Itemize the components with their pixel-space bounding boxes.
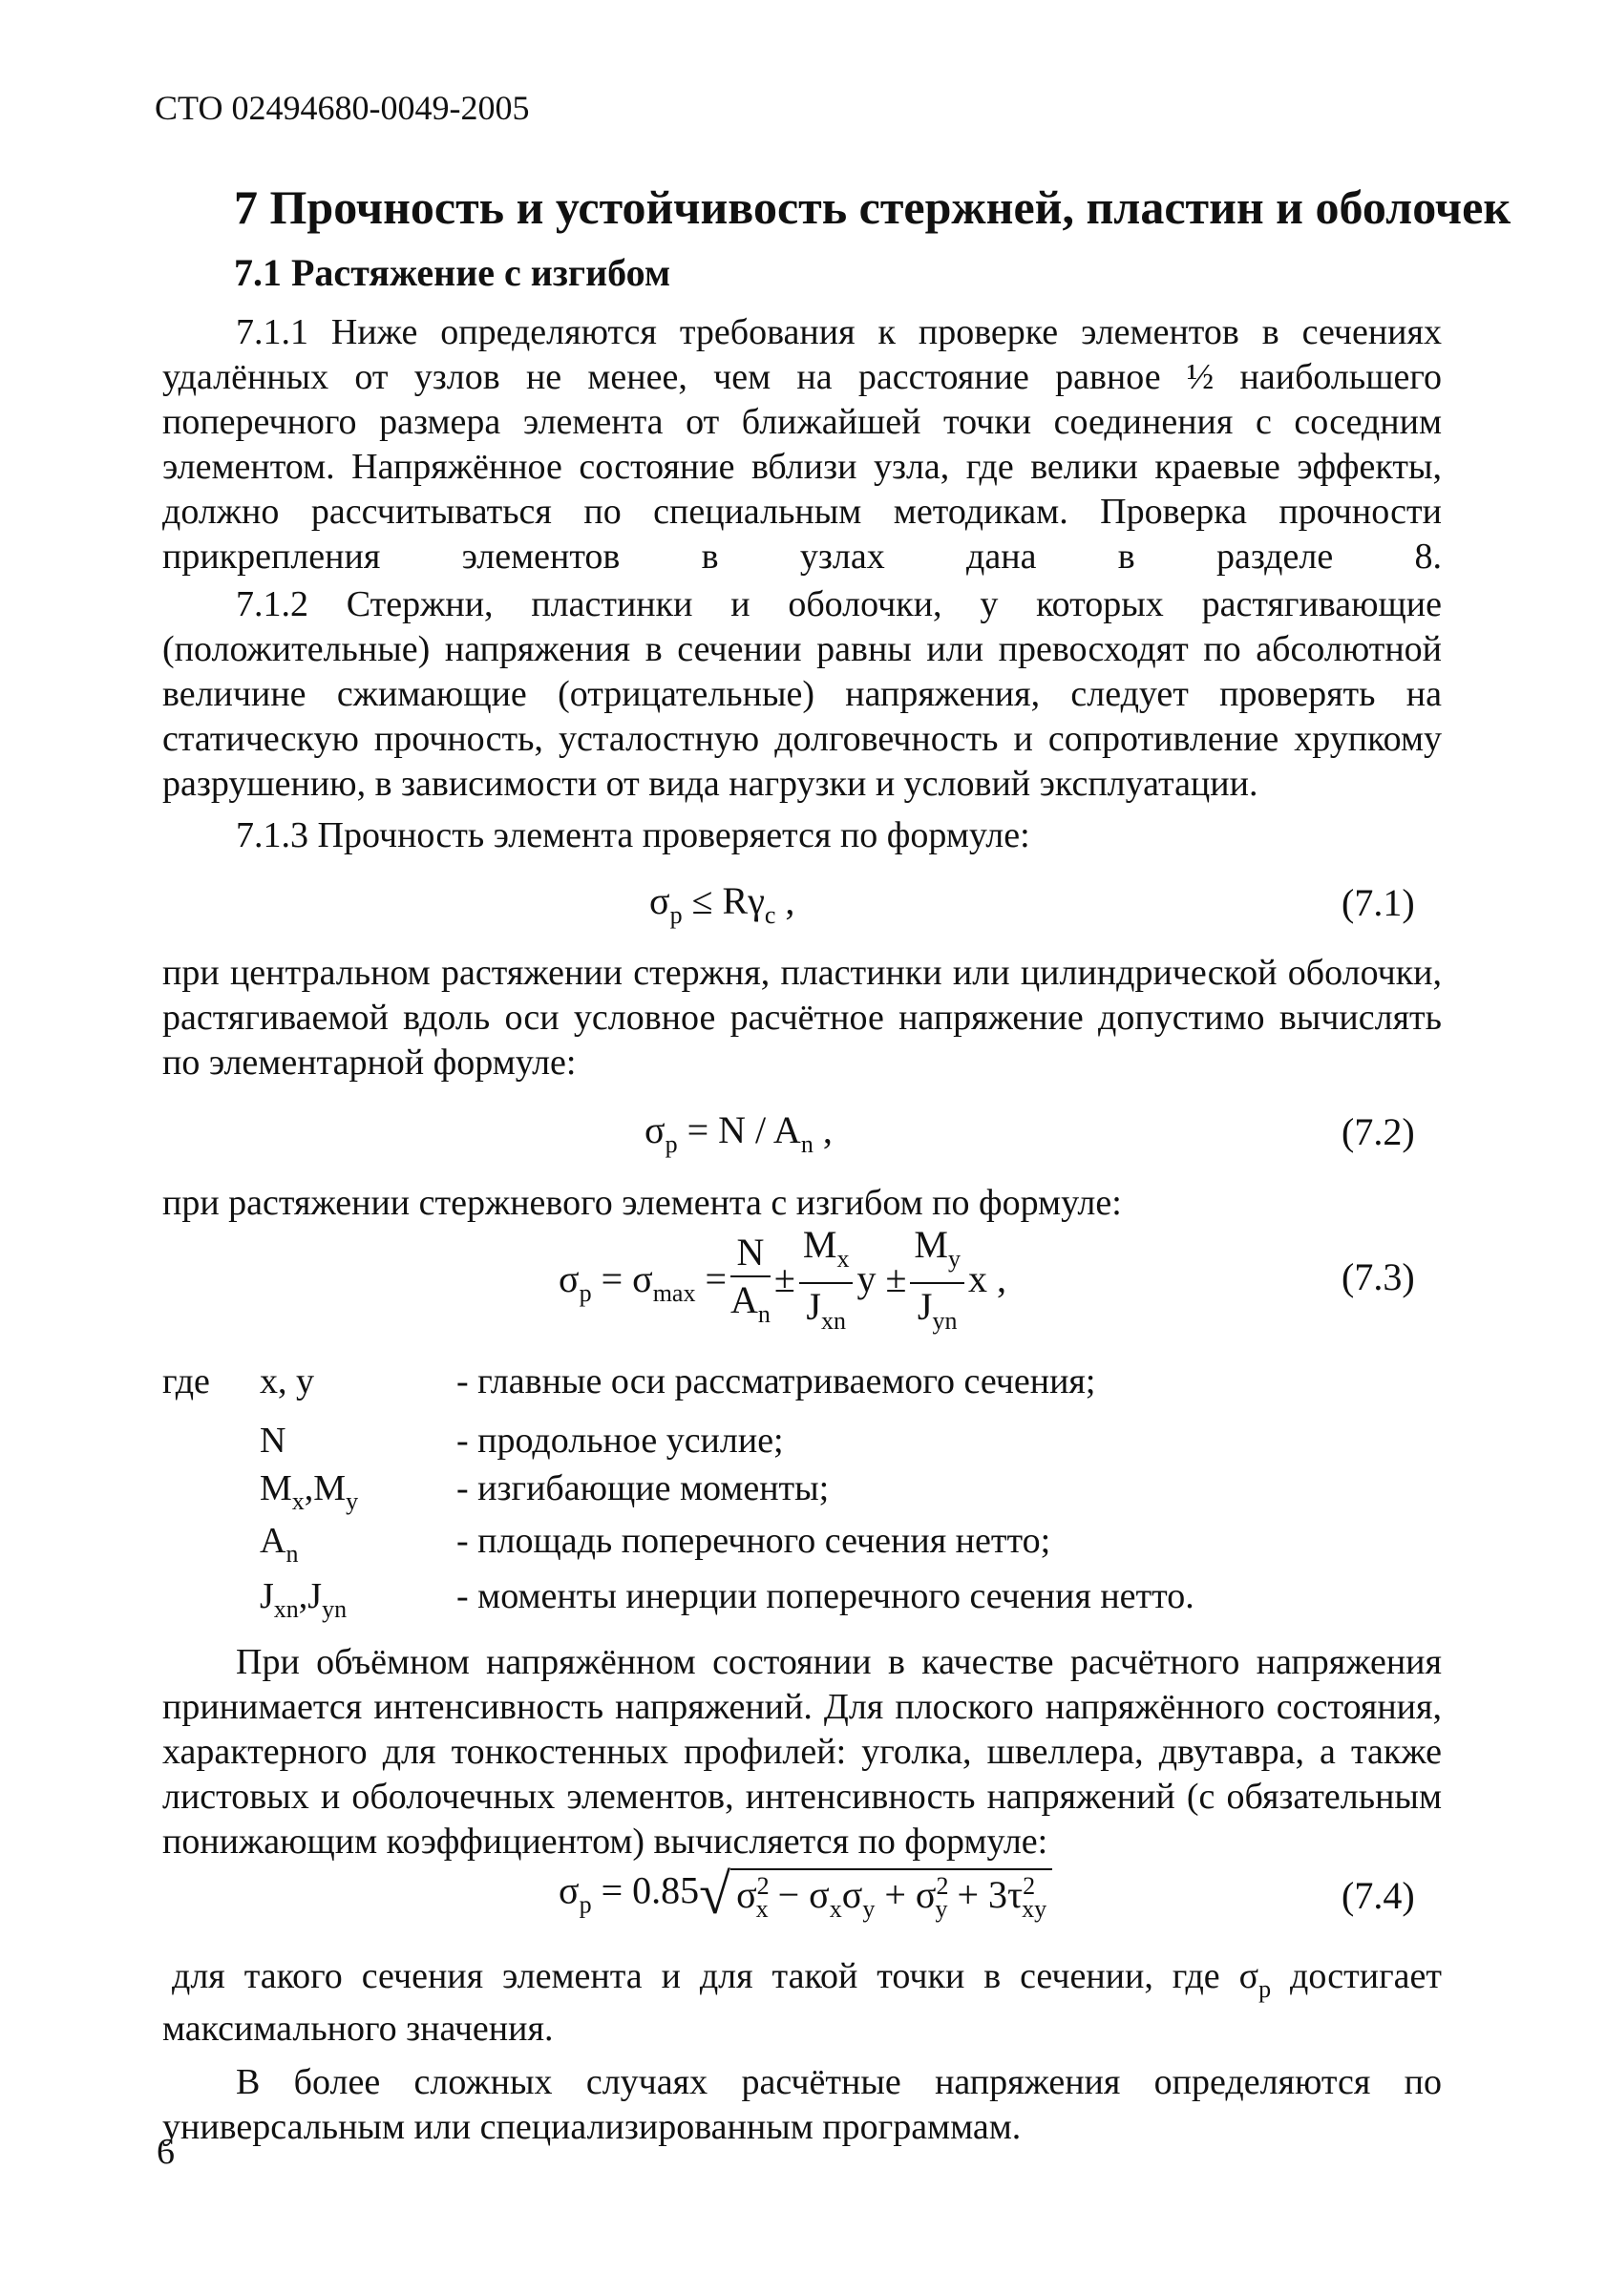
legend-desc-jxnjyn: - моменты инерции поперечного сечения нетто. <box>456 1576 1194 1616</box>
document-code: СТО 02494680-0049-2005 <box>155 89 530 127</box>
section-title: 7 Прочность и устойчивость стержней, пластин и оболочек <box>234 180 1511 234</box>
legend-symbol-mxmy: $M_x,M_y$ <box>260 1468 359 1515</box>
equation-number-7-4: (7.4) <box>1342 1874 1415 1917</box>
legend-symbol-xy: x, y <box>260 1361 314 1401</box>
legend-desc-an: - площадь поперечного сечения нетто; <box>456 1521 1051 1561</box>
formula-7-4: $\sigma_p = 0.85√$ $\sigma^2_x - \sigma_x\sigma_y + \sigma^2_y + 3\tau^2_{xy}$ <box>559 1862 1052 1927</box>
paragraph-7-1-3: 7.1.3 Прочность элемента проверяется по формуле: <box>236 815 1030 855</box>
formula-7-3: $\sigma_p = \sigma_{max}$ = $\frac{N}{A_n}$ ± $\frac{M_x}{J_{xn}}$ y ± $\frac{M_y}{J_{yn}}$ x , <box>559 1223 1006 1335</box>
formula-7-2: $\sigma_p = N / A_n$ , <box>645 1108 833 1158</box>
legend-where: где <box>162 1361 210 1401</box>
equation-number-7-3: (7.3) <box>1342 1255 1415 1298</box>
legend-symbol-n: N <box>260 1421 286 1461</box>
paragraph-central-tension: при центральном растяжении стержня, пластинки или цилиндрической оболочки, растягиваемой вдоль оси условное расчётное напряжение допустимо вычислять по элементарной формуле: <box>162 953 1442 1083</box>
legend-desc-n: - продольное усилие; <box>456 1421 784 1461</box>
paragraph-complex-cases: В более сложных случаях расчётные напряжения определяются по универсальным или специализированным программам. <box>162 2062 1442 2147</box>
equation-number-7-1: (7.1) <box>1342 881 1415 924</box>
legend-symbol-an: $A_n$ <box>260 1521 299 1568</box>
formula-7-1: $\sigma_p \le R\gamma_c$ , <box>649 879 795 929</box>
paragraph-7-1-2: 7.1.2 Стержни, пластинки и оболочки, у которых растягивающие (положительные) напряжения в сечении равны или превосходят по абсолютной величине сжимающие (отрицательные) напряжения, следует проверять на статическую прочность, усталостную долговечность и сопротивление хрупкому разрушению, в зависимости от вида нагрузки и условий эксплуатации. <box>162 584 1442 804</box>
formula-7-4-coef: 0.85 <box>632 1868 700 1912</box>
paragraph-7-1-1: 7.1.1 Ниже определяются требования к проверке элементов в сечениях удалённых от узлов не менее, чем на расстояние равное ½ наибольшего поперечного размера элемента от ближайшей точки соединения с соседним элементом. Напряжённое состояние вблизи узла, где велики краевые эффекты, должно рассчитываться по специальным методикам. Проверка прочности прикрепления элементов в узлах дана в разделе 8. <box>162 312 1442 577</box>
paragraph-max-value: максимального значения. <box>162 2009 554 2049</box>
legend-desc-mxmy: - изгибающие моменты; <box>456 1468 830 1508</box>
legend-desc-xy: - главные оси рассматриваемого сечения; <box>456 1361 1096 1401</box>
paragraph-section-point: для такого сечения элемента и для такой точки в сечении, где $\sigma_p$ достигает <box>172 1956 1442 2003</box>
legend-symbol-jxnjyn: $J_{xn},J_{yn}$ <box>260 1576 348 1623</box>
paragraph-bending: при растяжении стержневого элемента с изгибом по формуле: <box>162 1183 1122 1223</box>
page-number: 6 <box>157 2132 175 2172</box>
subsection-title: 7.1 Растяжение с изгибом <box>234 251 671 294</box>
equation-number-7-2: (7.2) <box>1342 1110 1415 1153</box>
paragraph-volume-stress: При объёмном напряжённом состоянии в качестве расчётного напряжения принимается интенсивность напряжений. Для плоского напряжённого состояния, характерного для тонкостенных профилей: уголка, швеллера, двутавра, а также листовых и оболочечных элементов, интенсивность напряжений (с обязательным понижающим коэффициентом) вычисляется по формуле: <box>162 1642 1442 1862</box>
